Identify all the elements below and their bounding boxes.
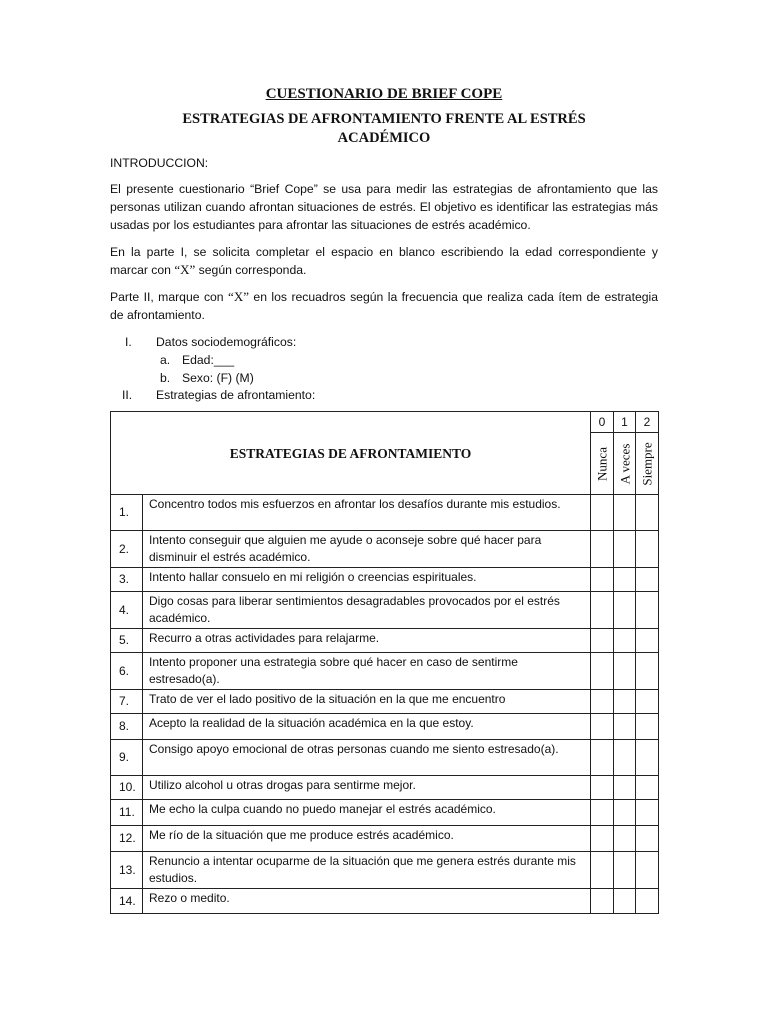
row-number: 7.	[111, 690, 143, 714]
part1-instructions	[110, 243, 658, 279]
answer-box-siempre[interactable]	[636, 690, 659, 714]
part2-instructions	[110, 288, 658, 324]
answer-box-siempre[interactable]	[636, 592, 659, 629]
answer-box-siempre[interactable]	[636, 531, 659, 568]
row-number: 8.	[111, 714, 143, 740]
row-number: 2.	[111, 531, 143, 568]
row-number: 13.	[111, 852, 143, 889]
document-title: CUESTIONARIO DE BRIEF COPE	[265, 86, 503, 102]
answer-box-siempre[interactable]	[636, 800, 659, 826]
answer-box-nunca[interactable]	[591, 568, 614, 592]
row-number: 4.	[111, 592, 143, 629]
row-number: 10.	[111, 776, 143, 800]
part1-instructions-text-b: según corresponda.	[195, 263, 307, 277]
answer-box-nunca[interactable]	[591, 889, 614, 914]
answer-box-nunca[interactable]	[591, 714, 614, 740]
row-statement: Recurro a otras actividades para relajarme.	[143, 629, 591, 653]
scale-number-1: 1	[614, 412, 636, 433]
answer-box-nunca[interactable]	[591, 653, 614, 690]
answer-box-a-veces[interactable]	[614, 740, 636, 776]
answer-box-a-veces[interactable]	[614, 852, 636, 889]
row-number: 14.	[111, 889, 143, 914]
answer-box-nunca[interactable]	[591, 690, 614, 714]
age-field: Edad:___	[182, 353, 235, 367]
answer-box-siempre[interactable]	[636, 740, 659, 776]
row-number: 9.	[111, 740, 143, 776]
answer-box-a-veces[interactable]	[614, 568, 636, 592]
table-row	[111, 740, 659, 776]
table-row	[111, 568, 659, 592]
answer-box-nunca[interactable]	[591, 740, 614, 776]
answer-box-siempre[interactable]	[636, 826, 659, 852]
row-statement: Acepto la realidad de la situación académica en la que estoy.	[143, 714, 591, 740]
row-number: 11.	[111, 800, 143, 826]
answer-box-siempre[interactable]	[636, 653, 659, 690]
answer-box-siempre[interactable]	[636, 568, 659, 592]
item-a-letter: a.	[160, 353, 171, 367]
row-statement: Intento proponer una estrategia sobre qué hacer en caso de sentirme estresado(a).	[143, 653, 591, 690]
item-b-letter: b.	[160, 371, 171, 385]
table-row	[111, 653, 659, 690]
answer-box-siempre[interactable]	[636, 776, 659, 800]
answer-box-siempre[interactable]	[636, 629, 659, 653]
table-row	[111, 495, 659, 531]
part2-number: II.	[122, 388, 133, 402]
answer-box-siempre[interactable]	[636, 495, 659, 531]
table-row	[111, 826, 659, 852]
row-statement: Me río de la situación que me produce estrés académico.	[143, 826, 591, 852]
answer-box-a-veces[interactable]	[614, 592, 636, 629]
row-number: 3.	[111, 568, 143, 592]
row-statement: Concentro todos mis esfuerzos en afrontar los desafíos durante mis estudios.	[143, 495, 591, 531]
table-row	[111, 714, 659, 740]
answer-box-a-veces[interactable]	[614, 690, 636, 714]
mark-x-symbol: “X”	[228, 289, 249, 304]
sex-field: Sexo: (F) (M)	[182, 371, 254, 385]
intro-paragraph: El presente cuestionario “Brief Cope” se usa para medir las estrategias de afrontamiento que las personas utilizan cuando afrontan situaciones de estrés. El objetivo es identificar las estrategias más usadas por los estudiantes para afrontar las situaciones de estrés académico.	[110, 182, 658, 232]
answer-box-a-veces[interactable]	[614, 531, 636, 568]
part1-label: Datos sociodemográficos:	[156, 335, 297, 349]
document-subtitle: ESTRATEGIAS DE AFRONTAMIENTO FRENTE AL ESTRÉS ACADÉMICO	[182, 111, 586, 146]
scale-label-nunca	[591, 433, 614, 495]
table-row	[111, 690, 659, 714]
part1-instructions-text-a: En la parte I, se solicita completar el espacio en blanco escribiendo la edad correspondiente y marcar con	[110, 245, 658, 277]
row-statement: Digo cosas para liberar sentimientos desagradables provocados por el estrés académico.	[143, 592, 591, 629]
row-number: 5.	[111, 629, 143, 653]
coping-strategies-table	[110, 411, 659, 914]
row-statement: Trato de ver el lado positivo de la situación en la que me encuentro	[143, 690, 591, 714]
row-statement: Consigo apoyo emocional de otras personas cuando me siento estresado(a).	[143, 740, 591, 776]
row-statement: Rezo o medito.	[143, 889, 591, 914]
scale-label-text: Siempre	[639, 441, 655, 486]
scale-number-0: 0	[591, 412, 614, 433]
table-row	[111, 531, 659, 568]
answer-box-a-veces[interactable]	[614, 629, 636, 653]
answer-box-nunca[interactable]	[591, 852, 614, 889]
answer-box-siempre[interactable]	[636, 852, 659, 889]
scale-label-siempre	[636, 433, 659, 495]
row-number: 1.	[111, 495, 143, 531]
answer-box-siempre[interactable]	[636, 889, 659, 914]
table-row	[111, 629, 659, 653]
answer-box-a-veces[interactable]	[614, 495, 636, 531]
part2-instructions-text-a: Parte II, marque con	[110, 290, 229, 304]
scale-label-text: Nunca	[594, 446, 610, 481]
intro-heading: INTRODUCCION:	[110, 156, 209, 170]
part2-label: Estrategias de afrontamiento:	[156, 388, 316, 402]
table-row	[111, 776, 659, 800]
table-row	[111, 800, 659, 826]
answer-box-a-veces[interactable]	[614, 889, 636, 914]
scale-label-text: A veces	[617, 443, 632, 484]
answer-box-nunca[interactable]	[591, 776, 614, 800]
table-header-title: ESTRATEGIAS DE AFRONTAMIENTO	[111, 412, 591, 495]
answer-box-nunca[interactable]	[591, 629, 614, 653]
answer-box-a-veces[interactable]	[614, 800, 636, 826]
answer-box-nunca[interactable]	[591, 495, 614, 531]
part2-instructions-text-b: en los recuadros según la frecuencia que realiza cada ítem de estrategia de afrontamiento.	[110, 290, 658, 322]
scale-label-a-veces	[614, 433, 636, 495]
answer-box-nunca[interactable]	[591, 826, 614, 852]
mark-x-symbol: “X”	[174, 262, 196, 277]
answer-box-a-veces[interactable]	[614, 776, 636, 800]
answer-box-siempre[interactable]	[636, 714, 659, 740]
table-row	[111, 852, 659, 889]
answer-box-nunca[interactable]	[591, 800, 614, 826]
answer-box-a-veces[interactable]	[614, 714, 636, 740]
row-statement: Utilizo alcohol u otras drogas para sentirme mejor.	[143, 776, 591, 800]
table-row	[111, 889, 659, 914]
row-statement: Intento conseguir que alguien me ayude o aconseje sobre qué hacer para disminuir el estrés académico.	[143, 531, 591, 568]
row-statement: Intento hallar consuelo en mi religión o creencias espirituales.	[143, 568, 591, 592]
answer-box-a-veces[interactable]	[614, 653, 636, 690]
row-statement: Renuncio a intentar ocuparme de la situación que me genera estrés durante mis estudios.	[143, 852, 591, 889]
row-statement: Me echo la culpa cuando no puedo manejar el estrés académico.	[143, 800, 591, 826]
answer-box-nunca[interactable]	[591, 531, 614, 568]
table-row	[111, 592, 659, 629]
answer-box-a-veces[interactable]	[614, 826, 636, 852]
row-number: 6.	[111, 653, 143, 690]
answer-box-nunca[interactable]	[591, 592, 614, 629]
scale-number-2: 2	[636, 412, 659, 433]
part1-number: I.	[125, 335, 132, 349]
row-number: 12.	[111, 826, 143, 852]
